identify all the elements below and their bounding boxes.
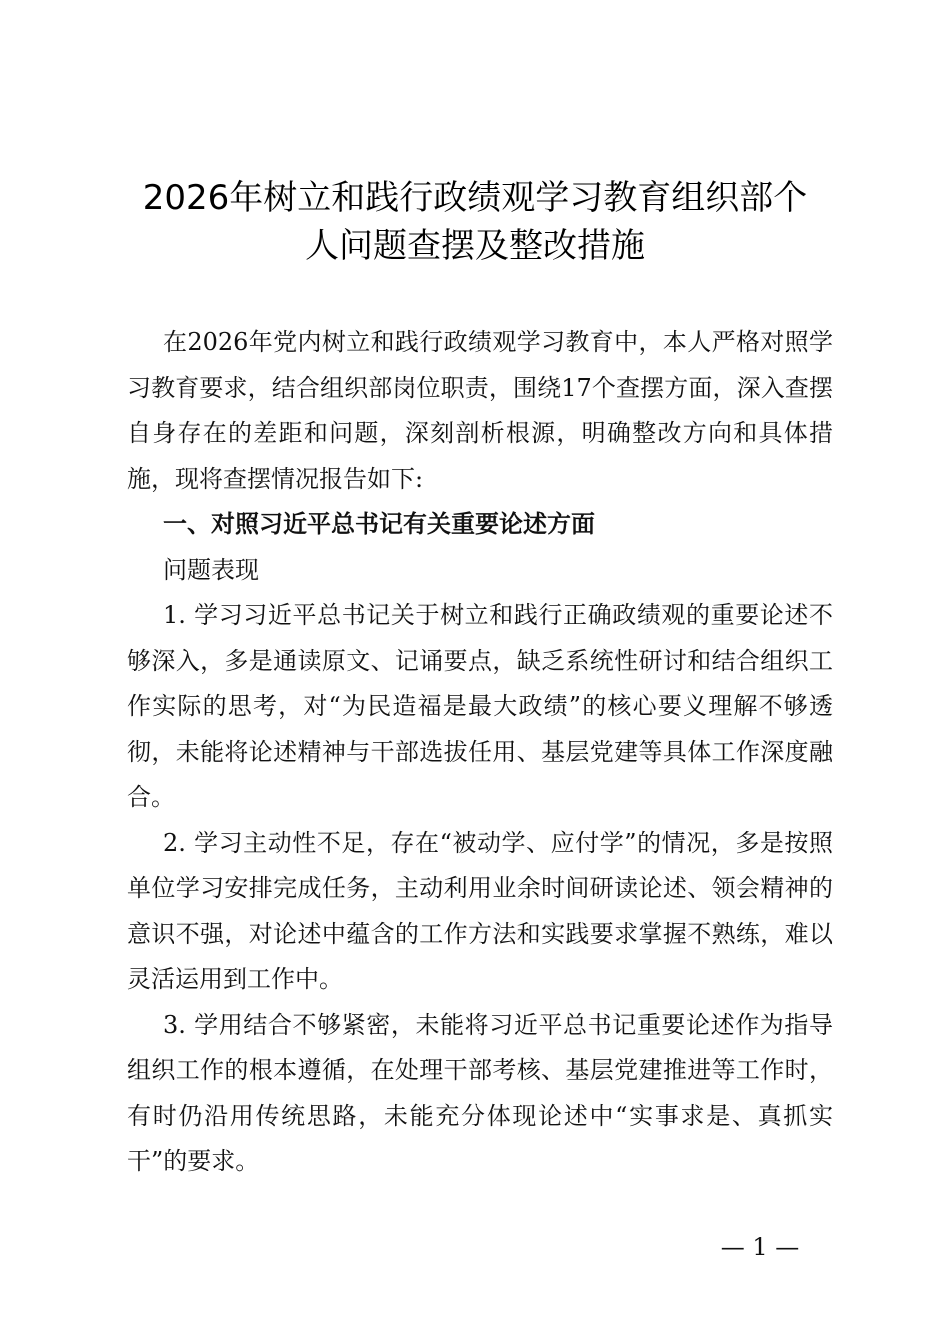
list-item: 2. 学习主动性不足，存在“被动学、应付学”的情况，多是按照单位学习安排完成任务，主动利用业余时间研读论述、领会精神的意识不强，对论述中蕴含的工作方法和实践要求掌握不熟练，难以灵活运用到工作中。 xyxy=(127,828,833,993)
list-item: 1. 学习习近平总书记关于树立和践行正确政绩观的重要论述不够深入，多是通读原文、记诵要点，缺乏系统性研讨和结合组织工作实际的思考，对“为民造福是最大政绩”的核心要义理解不够透彻，未能将论述精神与干部选拔任用、基层党建等具体工作深度融合。 xyxy=(127,601,833,811)
page-number: — 1 — xyxy=(720,1233,800,1261)
section-1-heading: 一、对照习近平总书记有关重要论述方面 xyxy=(163,510,595,538)
document-title-line-2: 人问题查摆及整改措施 xyxy=(305,226,645,266)
intro-paragraph: 在2026年党内树立和践行政绩观学习教育中，本人严格对照学习教育要求，结合组织部岗位职责，围绕17个查摆方面，深入查摆自身存在的差距和问题，深刻剖析根源，明确整改方向和具体措施，现将查摆情况报告如下: xyxy=(127,328,833,493)
document-body xyxy=(127,320,833,1185)
list-item: 3. 学用结合不够紧密，未能将习近平总书记重要论述作为指导组织工作的根本遵循，在处理干部考核、基层党建推进等工作时，有时仍沿用传统思路，未能充分体现论述中“实事求是、真抓实干”的要求。 xyxy=(127,1010,833,1175)
document-title-line-1: 2026年树立和践行政绩观学习教育组织部个 xyxy=(142,178,808,218)
section-1-subheading: 问题表现 xyxy=(163,555,259,584)
